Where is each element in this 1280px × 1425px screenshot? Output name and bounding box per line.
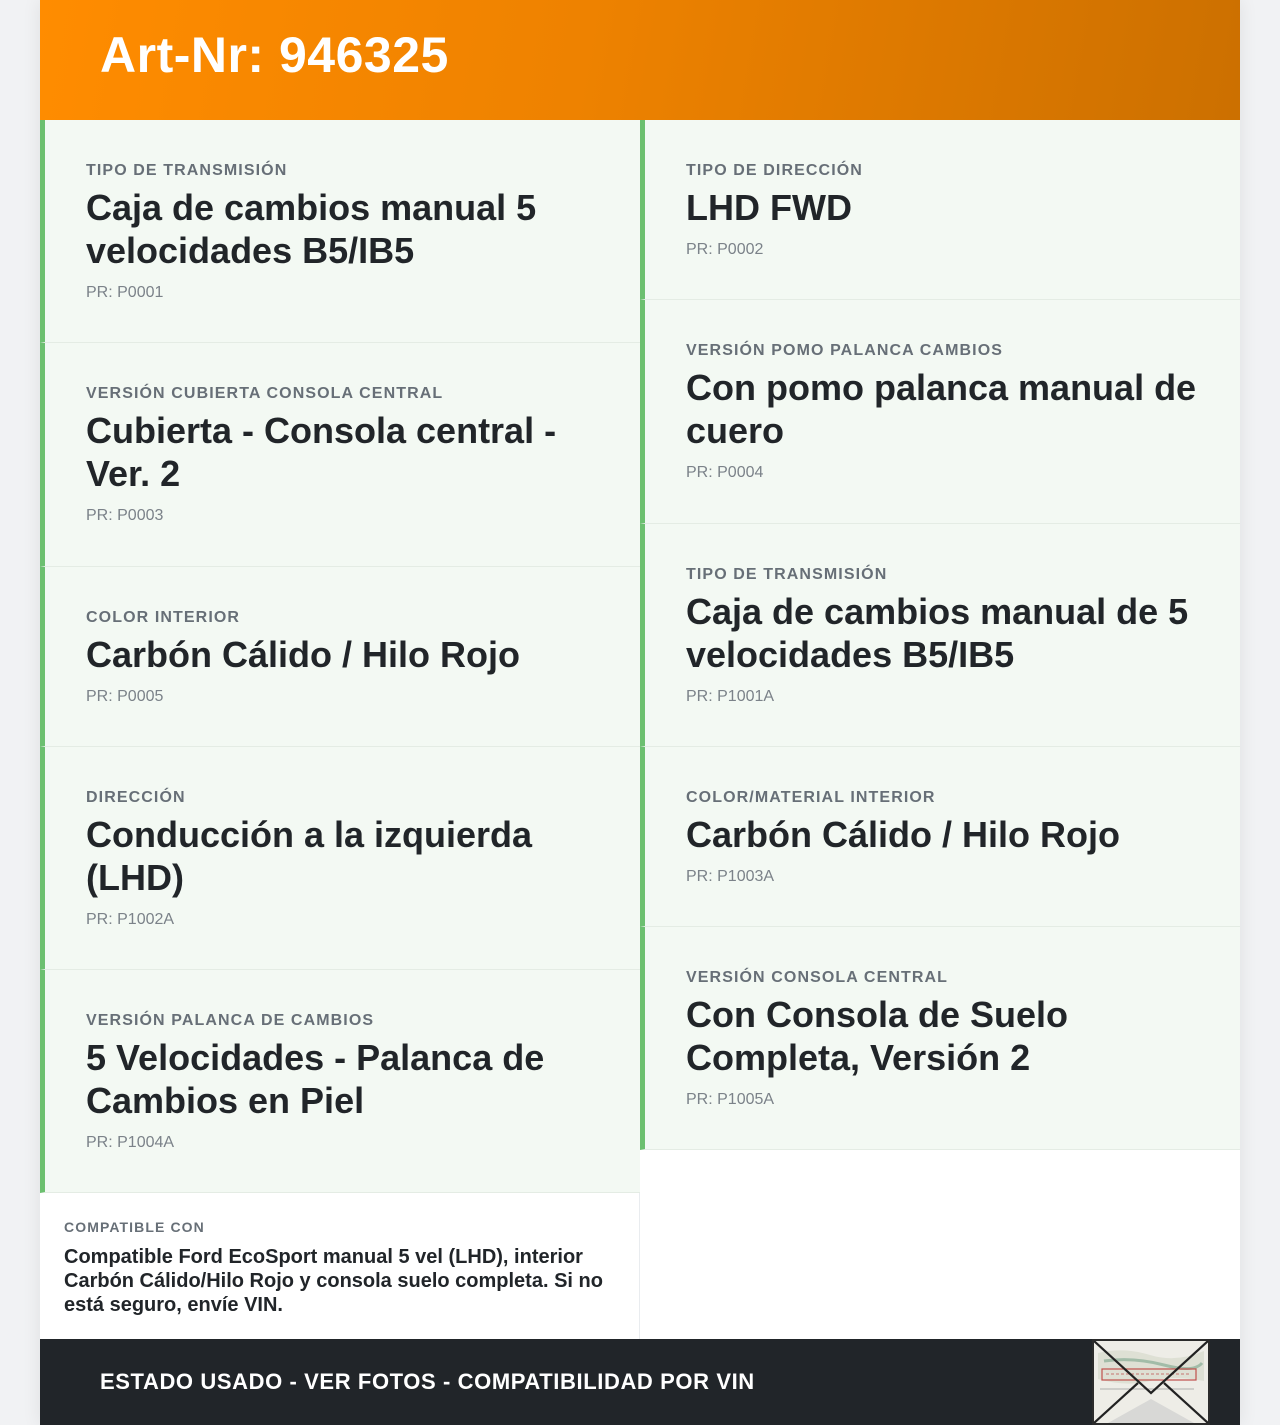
spec-pr-code: PR: P0001: [86, 284, 164, 301]
spec-card: [640, 300, 1240, 524]
spec-pr-code: PR: P0004: [686, 464, 764, 481]
spec-value: Cubierta - Consola central - Ver. 2: [86, 410, 557, 494]
spec-value: Carbón Cálido / Hilo Rojo: [86, 634, 520, 675]
spec-card: [640, 524, 1240, 747]
spec-label: VERSIÓN CUBIERTA CONSOLA CENTRAL: [86, 385, 444, 402]
compatibility-text: Compatible Ford EcoSport manual 5 vel (LHD), interior Carbón Cálido/Hilo Rojo y consola suelo completa. Si no está seguro, envíe VIN.: [64, 1246, 603, 1316]
compatibility-box: [40, 1193, 640, 1339]
spec-card: [640, 120, 1240, 300]
spec-pr-code: PR: P1005A: [686, 1091, 775, 1108]
spec-pr-code: PR: P0005: [86, 688, 164, 705]
spec-label: TIPO DE DIRECCIÓN: [686, 162, 863, 179]
spec-card: [40, 120, 640, 343]
spec-label: VERSIÓN PALANCA DE CAMBIOS: [86, 1012, 375, 1029]
spec-value: Conducción a la izquierda (LHD): [86, 814, 533, 898]
envelope-label-graphic: [1094, 1341, 1208, 1423]
spec-pr-code: PR: P0002: [686, 241, 764, 258]
spec-value: 5 Velocidades - Palanca de Cambios en Piel: [86, 1037, 545, 1121]
spec-card: [40, 747, 640, 970]
spec-card: [40, 970, 640, 1193]
spec-label: DIRECCIÓN: [86, 789, 186, 806]
spec-label: COLOR/MATERIAL INTERIOR: [686, 789, 936, 806]
spec-pr-code: PR: P1001A: [686, 688, 775, 705]
spec-card: [40, 567, 640, 747]
product-sheet: [40, 0, 1240, 1425]
spec-label: VERSIÓN POMO PALANCA CAMBIOS: [686, 342, 1004, 359]
compatibility-label: COMPATIBLE CON: [64, 1219, 205, 1235]
spec-pr-code: PR: P0003: [86, 507, 164, 524]
spec-value: Con pomo palanca manual de cuero: [686, 367, 1197, 451]
spec-card: [640, 927, 1240, 1150]
spec-label: VERSIÓN CONSOLA CENTRAL: [686, 969, 949, 986]
spec-label: COLOR INTERIOR: [86, 609, 241, 626]
spec-card: [640, 747, 1240, 927]
page-title: Art-Nr: 946325: [100, 27, 449, 83]
spec-value: Carbón Cálido / Hilo Rojo: [686, 814, 1120, 855]
spec-pr-code: PR: P1003A: [686, 868, 775, 885]
footer-bar: [40, 1339, 1240, 1425]
spec-pr-code: PR: P1002A: [86, 911, 175, 928]
spec-value: LHD FWD: [686, 187, 852, 228]
spec-card: [40, 343, 640, 567]
spec-value: Con Consola de Suelo Completa, Versión 2: [686, 994, 1069, 1078]
spec-label: TIPO DE TRANSMISIÓN: [86, 162, 288, 179]
spec-pr-code: PR: P1004A: [86, 1134, 175, 1151]
page-header: [40, 0, 1240, 120]
spec-value: Caja de cambios manual de 5 velocidades B5/IB5: [686, 591, 1189, 675]
envelope-label-icon: [1092, 1339, 1210, 1425]
spec-value: Caja de cambios manual 5 velocidades B5/IB5: [86, 187, 537, 271]
footer-note: ESTADO USADO - VER FOTOS - COMPATIBILIDAD POR VIN: [100, 1369, 755, 1394]
spec-label: TIPO DE TRANSMISIÓN: [686, 566, 888, 583]
